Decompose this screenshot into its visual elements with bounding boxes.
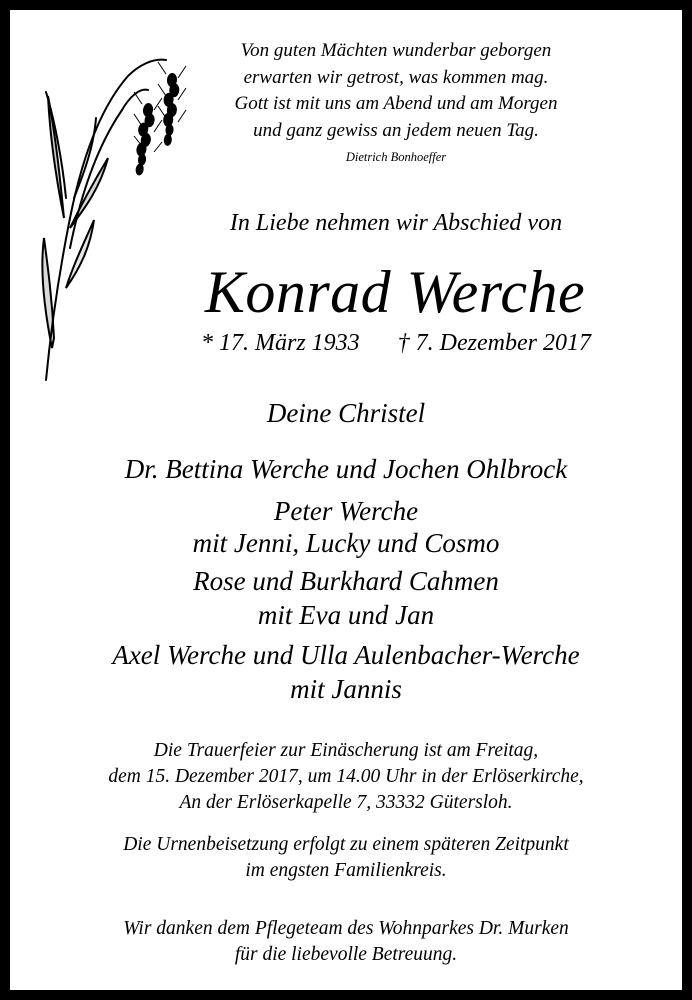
ceremony-info bbox=[10, 738, 682, 816]
poem-line: Gott ist mit uns am Abend und am Morgen bbox=[234, 93, 558, 114]
urn-line: im engsten Familienkreis. bbox=[245, 860, 447, 881]
poem bbox=[186, 38, 606, 144]
urn-info bbox=[10, 832, 682, 884]
thanks-line: für die liebevolle Betreuung. bbox=[234, 944, 458, 965]
grain-stalk-icon bbox=[30, 48, 190, 388]
poem-line: Von guten Mächten wunderbar geborgen bbox=[240, 40, 552, 61]
ceremony-line: An der Erlöserkapelle 7, 33332 Gütersloh. bbox=[179, 792, 513, 813]
birth-date: * 17. März 1933 bbox=[201, 330, 360, 356]
family-member: mit Jenni, Lucky und Cosmo bbox=[192, 528, 500, 558]
ceremony-line: dem 15. Dezember 2017, um 14.00 Uhr in der Erlöserkirche, bbox=[108, 766, 584, 787]
poem-line: und ganz gewiss an jedem neuen Tag. bbox=[253, 119, 539, 141]
family-member: Axel Werche und Ulla Aulenbacher-Werche bbox=[112, 640, 580, 670]
thanks-line: Wir danken dem Pflegeteam des Wohnparkes Dr. Murken bbox=[123, 918, 569, 939]
family-member: mit Jannis bbox=[290, 674, 402, 704]
family-member: mit Eva und Jan bbox=[257, 600, 435, 630]
family-member: Dr. Bettina Werche und Jochen Ohlbrock bbox=[124, 454, 568, 484]
deceased-name: Konrad Werche bbox=[204, 259, 586, 325]
thanks-info bbox=[10, 916, 682, 968]
intro-text: In Liebe nehmen wir Abschied von bbox=[229, 210, 563, 236]
family-member: Deine Christel bbox=[266, 398, 426, 428]
urn-line: Die Urnenbeisetzung erfolgt zu einem späteren Zeitpunkt bbox=[123, 834, 569, 855]
family-member: Peter Werche bbox=[273, 496, 419, 526]
ceremony-line: Die Trauerfeier zur Einäscherung ist am Freitag, bbox=[153, 740, 539, 761]
death-date: † 7. Dezember 2017 bbox=[397, 330, 591, 356]
poem-line: erwarten wir getrost, was kommen mag. bbox=[243, 66, 549, 88]
family-member: Rose und Burkhard Cahmen bbox=[193, 566, 499, 596]
poem-author: Dietrich Bonhoeffer bbox=[345, 150, 447, 164]
life-dates bbox=[186, 330, 606, 357]
